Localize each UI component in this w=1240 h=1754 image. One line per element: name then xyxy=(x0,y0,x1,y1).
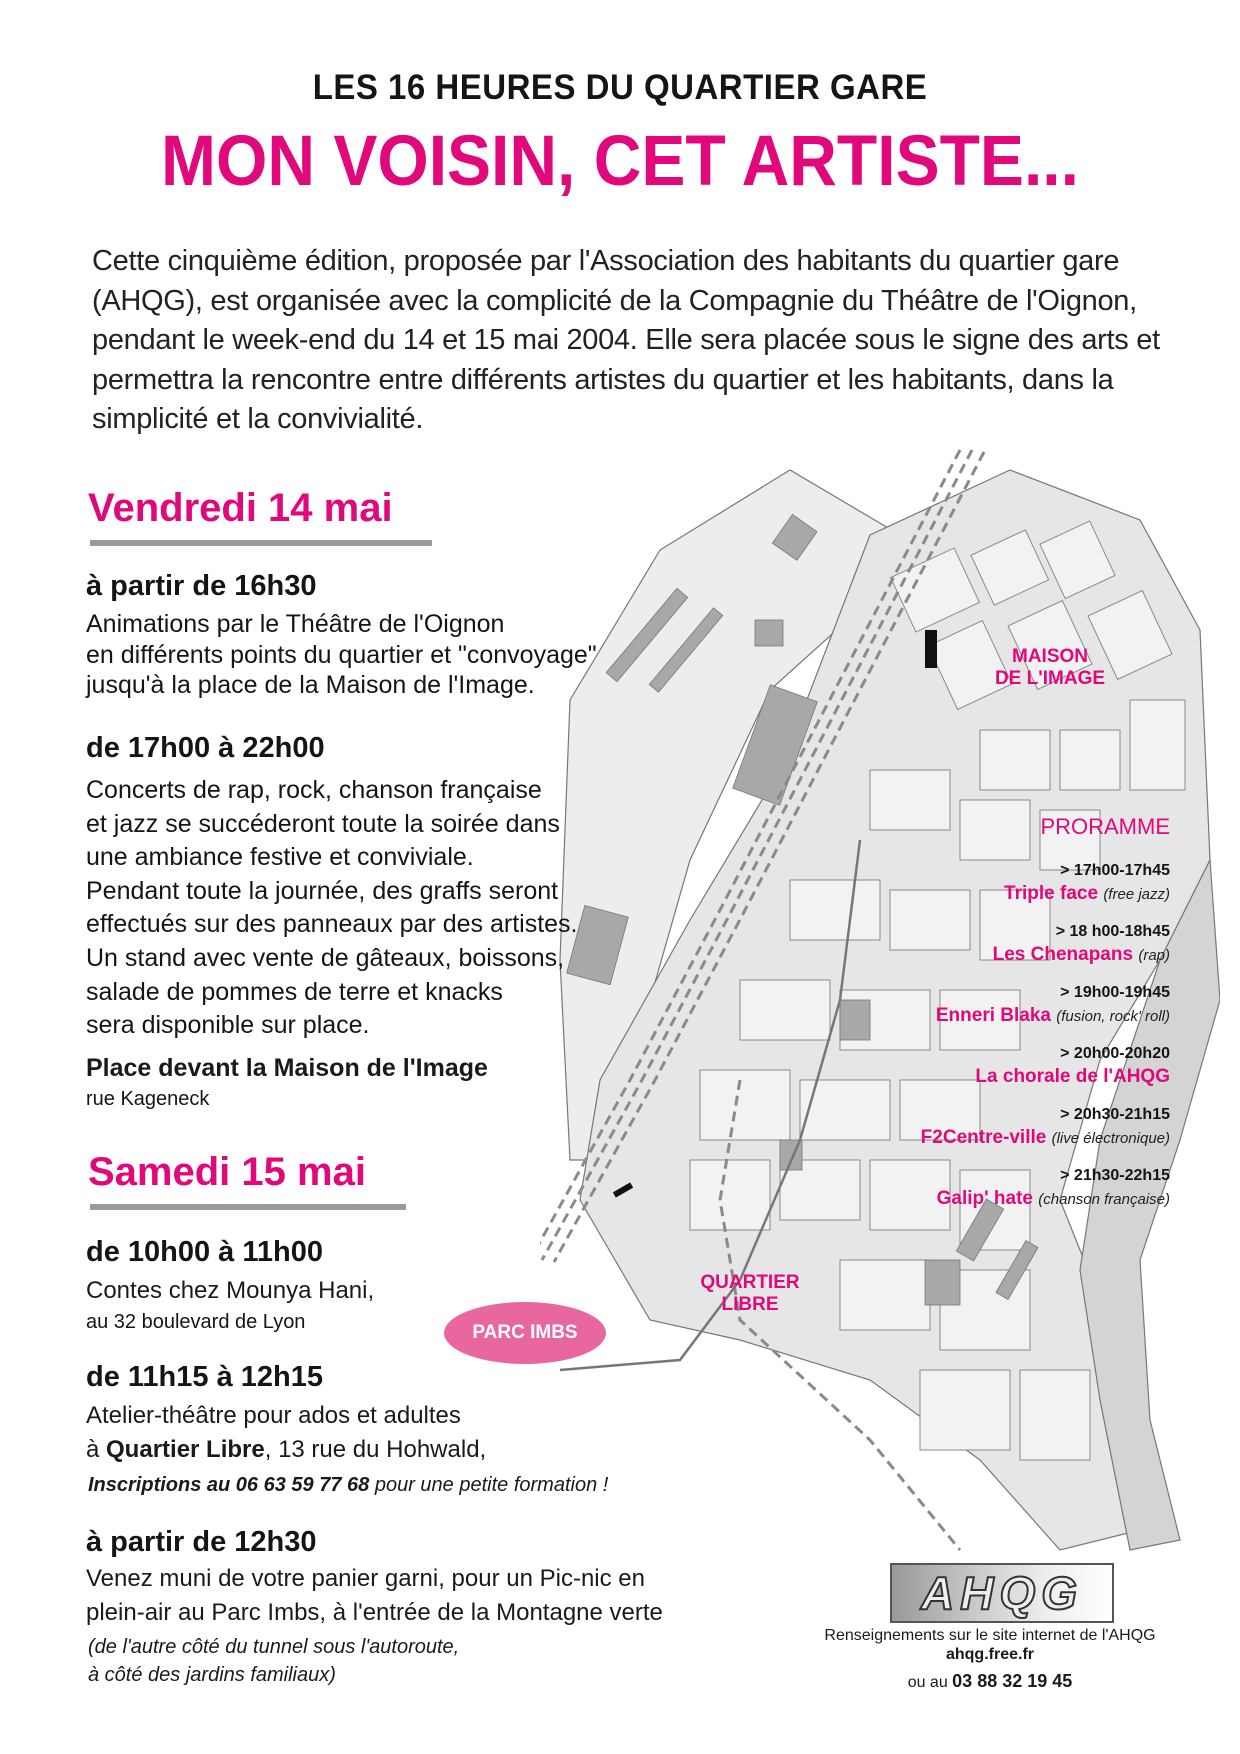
programme-band: Galip' hate (chanson française) xyxy=(936,1188,1170,1209)
event-time: de 10h00 à 11h00 xyxy=(86,1236,323,1268)
event-line: Atelier-théâtre pour ados et adultes xyxy=(86,1402,461,1429)
event-line: une ambiance festive et conviviale. xyxy=(86,843,474,872)
programme-band: Les Chenapans (rap) xyxy=(992,944,1170,965)
footer-phone-line: ou au 03 88 32 19 45 xyxy=(907,1671,1073,1691)
maison-label-line1: MAISON xyxy=(1012,646,1088,667)
event-line: Animations par le Théâtre de l'Oignon xyxy=(86,610,505,638)
event-line: plein-air au Parc Imbs, à l'entrée de la Montagne verte xyxy=(86,1599,663,1626)
programme-band: F2Centre-ville (live électronique) xyxy=(920,1127,1170,1148)
programme-genre: (chanson française) xyxy=(1038,1191,1170,1208)
programme-time: > 20h00-20h20 xyxy=(1060,1045,1170,1062)
programme-item xyxy=(880,1045,1170,1106)
programme-item xyxy=(880,1167,1170,1228)
footer-website[interactable]: ahqg.free.fr xyxy=(945,1646,1034,1663)
programme-item xyxy=(880,862,1170,923)
event-time: de 11h15 à 12h15 xyxy=(86,1361,323,1393)
event-line: Un stand avec vente de gâteaux, boissons, xyxy=(86,943,565,972)
event-street: rue Kageneck xyxy=(86,1088,210,1110)
programme-time: > 19h00-19h45 xyxy=(1060,984,1170,1001)
event-line: sera disponible sur place. xyxy=(86,1011,370,1040)
programme-list xyxy=(880,862,1170,1228)
quartier-label-line1: QUARTIER xyxy=(700,1272,800,1293)
friday-heading: Vendredi 14 mai xyxy=(88,486,393,530)
maison-label-line2: DE L'IMAGE xyxy=(994,668,1106,689)
programme-genre: (rap) xyxy=(1138,947,1170,964)
maison-de-l-image-marker xyxy=(925,630,937,668)
registration-phone: Inscriptions au 06 63 59 77 68 xyxy=(88,1474,370,1496)
event-line: Concerts de rap, rock, chanson française xyxy=(86,776,542,804)
footer-info: Renseignements sur le site internet de l'AHQG xyxy=(824,1627,1156,1644)
event-line: Venez muni de votre panier garni, pour un Pic-nic en xyxy=(86,1565,645,1592)
quartier-libre-label xyxy=(680,1272,820,1316)
programme-time: > 20h30-21h15 xyxy=(1060,1106,1170,1123)
saturday-heading: Samedi 15 mai xyxy=(88,1150,366,1194)
event-time: à partir de 16h30 xyxy=(86,570,317,602)
pretitle: LES 16 HEURES DU QUARTIER GARE xyxy=(312,66,928,107)
logo-text: AHQG xyxy=(921,1567,1083,1619)
event-note: à côté des jardins familiaux) xyxy=(88,1664,336,1686)
programme-band: La chorale de l'AHQG xyxy=(975,1066,1170,1087)
registration-line: Inscriptions au 06 63 59 77 68 pour une petite formation ! xyxy=(88,1474,609,1496)
programme-time: > 18 h00-18h45 xyxy=(1055,923,1170,940)
ahqg-logo xyxy=(890,1563,1114,1623)
programme-item xyxy=(880,923,1170,984)
event-line: et jazz se succéderont toute la soirée dans xyxy=(86,809,560,838)
programme-item xyxy=(880,1106,1170,1167)
event-line: Pendant toute la journée, des graffs seront xyxy=(86,876,559,905)
event-time: de 17h00 à 22h00 xyxy=(86,732,325,764)
event-line: salade de pommes de terre et knacks xyxy=(86,977,503,1006)
event-note: (de l'autre côté du tunnel sous l'autoroute, xyxy=(88,1636,460,1658)
intro-paragraph: Cette cinquième édition, proposée par l'Association des habitants du quartier gare (AHQG), est organisée avec la complicité de la Compagnie du Théâtre de l'Oignon, pendant le week-end du 14 et 15 mai 2004. Elle sera placée sous le signe des arts et permettra la rencontre entre différents artistes du quartier et les habitants, dans la simplicité et la convivialité. xyxy=(92,245,1160,435)
event-line: en différents points du quartier et "convoyage" xyxy=(86,640,597,669)
friday-divider xyxy=(90,540,432,546)
event-time: à partir de 12h30 xyxy=(86,1526,317,1558)
event-line: à Quartier Libre, 13 rue du Hohwald, xyxy=(86,1436,487,1463)
event-line: jusqu'à la place de la Maison de l'Image. xyxy=(86,671,535,699)
saturday-divider xyxy=(90,1204,406,1210)
programme-genre: (live électronique) xyxy=(1051,1130,1170,1147)
footer-phone: 03 88 32 19 45 xyxy=(952,1671,1073,1691)
programme-item xyxy=(880,984,1170,1045)
programme-genre: (free jazz) xyxy=(1103,886,1170,903)
event-description xyxy=(86,609,686,701)
event-line: au 32 boulevard de Lyon xyxy=(86,1311,306,1333)
programme-time: > 17h00-17h45 xyxy=(1060,862,1170,879)
event-line: effectués sur des panneaux par des artistes. xyxy=(86,910,578,939)
maison-de-l-image-label xyxy=(980,646,1120,690)
programme-time: > 21h30-22h15 xyxy=(1060,1167,1170,1184)
page-title: MON VOISIN, CET ARTISTE... xyxy=(161,120,1079,200)
event-description xyxy=(86,774,686,1043)
programme-title: PRORAMME xyxy=(1040,814,1170,839)
programme-band: Enneri Blaka (fusion, rock' roll) xyxy=(935,1005,1170,1026)
parc-imbs-label: PARC IMBS xyxy=(444,1302,606,1364)
programme-band: Triple face (free jazz) xyxy=(1004,883,1170,904)
quartier-label-line2: LIBRE xyxy=(721,1294,779,1315)
event-line: Contes chez Mounya Hani, xyxy=(86,1277,375,1304)
programme-genre: (fusion, rock' roll) xyxy=(1056,1008,1170,1025)
event-place: Place devant la Maison de l'Image xyxy=(86,1054,488,1082)
